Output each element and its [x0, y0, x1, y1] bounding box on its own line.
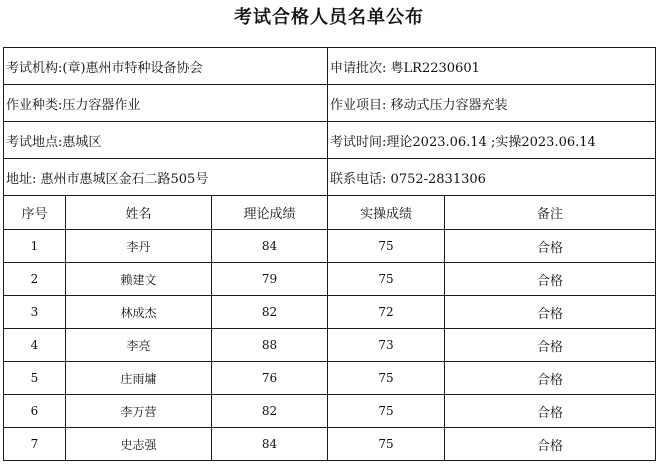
table-row	[4, 428, 656, 461]
name-cell: 赖建文	[66, 263, 212, 296]
remark-cell: 合格	[445, 395, 656, 428]
name-cell: 李丹	[66, 230, 212, 263]
remark-cell: 合格	[445, 296, 656, 329]
table-row	[4, 230, 656, 263]
info-row-contact	[4, 159, 656, 196]
row-number-cell: 7	[4, 428, 66, 461]
info-row-location	[4, 122, 656, 159]
table-row	[4, 362, 656, 395]
column-header-remark: 备注	[445, 196, 656, 230]
results-table	[3, 47, 656, 461]
column-header-theory: 理论成绩	[212, 196, 328, 230]
page-title: 考试合格人员名单公布	[234, 7, 424, 28]
theory-score-cell: 76	[212, 362, 328, 395]
theory-score-cell: 84	[212, 428, 328, 461]
row-number-cell: 3	[4, 296, 66, 329]
practice-score-cell: 75	[328, 395, 445, 428]
name-cell: 庄雨墉	[66, 362, 212, 395]
info-row-work	[4, 85, 656, 122]
row-number-cell: 1	[4, 230, 66, 263]
theory-score-cell: 88	[212, 329, 328, 362]
name-cell: 李万营	[66, 395, 212, 428]
table-header-row	[4, 196, 656, 230]
table-row	[4, 263, 656, 296]
remark-cell: 合格	[445, 362, 656, 395]
column-header-name: 姓名	[66, 196, 212, 230]
row-number-cell: 4	[4, 329, 66, 362]
exam-location-cell: 考试地点:惠城区	[4, 122, 328, 159]
work-item-cell: 作业项目: 移动式压力容器充装	[328, 85, 656, 122]
remark-cell: 合格	[445, 329, 656, 362]
column-header-practice: 实操成绩	[328, 196, 445, 230]
name-cell: 李亮	[66, 329, 212, 362]
exam-org-cell: 考试机构:(章)惠州市特种设备协会	[4, 48, 328, 85]
theory-score-cell: 84	[212, 230, 328, 263]
info-row-org	[4, 48, 656, 85]
exam-time-cell: 考试时间:理论2023.06.14 ;实操2023.06.14	[328, 122, 656, 159]
row-number-cell: 2	[4, 263, 66, 296]
column-header-no: 序号	[4, 196, 66, 230]
remark-cell: 合格	[445, 428, 656, 461]
practice-score-cell: 75	[328, 230, 445, 263]
theory-score-cell: 82	[212, 395, 328, 428]
name-cell: 史志强	[66, 428, 212, 461]
table-row	[4, 329, 656, 362]
practice-score-cell: 72	[328, 296, 445, 329]
row-number-cell: 5	[4, 362, 66, 395]
address-cell: 地址: 惠州市惠城区金石二路505号	[4, 159, 328, 196]
remark-cell: 合格	[445, 230, 656, 263]
practice-score-cell: 75	[328, 362, 445, 395]
work-type-cell: 作业种类:压力容器作业	[4, 85, 328, 122]
practice-score-cell: 75	[328, 263, 445, 296]
table-row	[4, 395, 656, 428]
remark-cell: 合格	[445, 263, 656, 296]
practice-score-cell: 75	[328, 428, 445, 461]
practice-score-cell: 73	[328, 329, 445, 362]
theory-score-cell: 79	[212, 263, 328, 296]
theory-score-cell: 82	[212, 296, 328, 329]
name-cell: 林成杰	[66, 296, 212, 329]
row-number-cell: 6	[4, 395, 66, 428]
table-row	[4, 296, 656, 329]
application-batch-cell: 申请批次: 粤LR2230601	[328, 48, 656, 85]
phone-cell: 联系电话: 0752-2831306	[328, 159, 656, 196]
